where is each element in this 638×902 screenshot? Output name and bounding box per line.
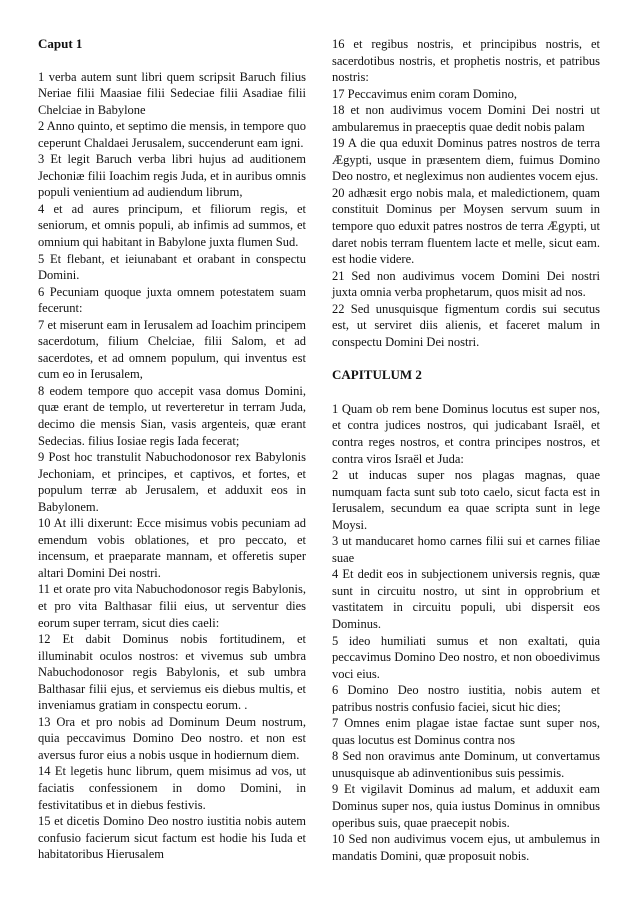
verse: 8 eodem tempore quo accepit vasa domus Domini, quæ erant de templo, ut reverteretur in terram Juda, decimo die mensis Sian, vasis argenteis, quæ erant Sedecias. filius Iosiae regis Iada fecerat; <box>38 383 306 448</box>
verse: 20 adhæsit ergo nobis mala, et maledictionem, quam constituit Dominus per Moysen servum suum in tempore quo eduxit patres nostros de terra Ægypti, ut daret nobis terram fluentem lacte et melle, sicut eam. est hodie videre. <box>332 185 600 267</box>
verse: 5 ideo humiliati sumus et non exaltati, quia peccavimus Domino Deo nostro, et non oboedivimus voci eius. <box>332 633 600 681</box>
verse: 14 Et legetis hunc librum, quem misimus ad vos, ut faciatis confessionem in domo Domini, in festivitatibus et in diebus festivis. <box>38 764 306 812</box>
verse: 22 Sed unusquisque figmentum cordis sui secutus est, ut serviret diis alienis, et faceret malum in conspectu Domini Dei nostri. <box>332 301 600 349</box>
verse: 11 et orate pro vita Nabuchodonosor regis Babylonis, et pro vita Balthasar filii eius, ut serventur dies eorum super terram, sicut dies caeli: <box>38 582 306 630</box>
verse: 17 Peccavimus enim coram Domino, <box>332 86 518 101</box>
verse: 6 Pecuniam quoque juxta omnem potestatem suam fecerunt: <box>38 284 306 316</box>
verse: 21 Sed non audivimus vocem Domini Dei nostri juxta omnia verba prophetarum, quos misit ad nos. <box>332 268 600 300</box>
chapter-1-title: Caput 1 <box>38 36 83 51</box>
chapter-2-title: CAPITULUM 2 <box>332 367 422 383</box>
verse: 3 Et legit Baruch verba libri hujus ad auditionem Jechoniæ filii Ioachim regis Juda, et in auribus omnis populi venientium ad audiendum librum, <box>38 152 306 200</box>
verse: 10 At illi dixerunt: Ecce misimus vobis pecuniam ad emendum vobis oblationes, et pro peccato, et incensum, et praeparate mannam, et offeretis super altari Domini Dei nostri. <box>38 516 306 580</box>
verse: 2 ut inducas super nos plagas magnas, quae numquam facta sunt sub toto caelo, sicut facta est in Ierusalem, secundum ea quae scripta sunt in lege Moysi. <box>332 468 600 532</box>
verse: 15 et dicetis Domino Deo nostro iustitia nobis autem confusio facierum sicut factum est hodie his Iuda et habitatoribus Hierusalem <box>38 814 306 862</box>
verse: 10 Sed non audivimus vocem ejus, ut ambulemus in mandatis Domini, quæ proposuit nobis. <box>332 832 600 863</box>
verse: 5 Et flebant, et ieiunabant et orabant in conspectu Domini. <box>38 251 306 283</box>
verse: 8 Sed non oravimus ante Dominum, ut convertamus unusquisque ab adinventionibus suis pessimis. <box>332 749 600 780</box>
two-column-body <box>38 36 600 864</box>
verse: 12 Et dabit Dominus nobis fortitudinem, et illuminabit oculos nostros: et vivemus sub umbra Nabuchodonosor regis Babylonis, et sub umbra Balthasar filii ejus, et serviemus eis diebus multis, et inveniamus gratiam in conspectu eorum. . <box>38 632 306 713</box>
verse: 6 Domino Deo nostro iustitia, nobis autem et patribus nostris confusio faciei, sicut hic dies; <box>332 683 600 714</box>
verse: 9 Post hoc transtulit Nabuchodonosor rex Babylonis Jechoniam, et principes, et captivos, et fortes, et populum terræ ab Jerusalem, et adduxit eos in Babylonem. <box>38 450 306 514</box>
verse: 7 et miserunt eam in Ierusalem ad Ioachim principem sacerdotum, filium Chelciae, filii Salom, et ad sacerdotes, et ad omnem populum, qui inventus est cum eo in Ierusalem, <box>38 317 306 382</box>
verse: 1 Quam ob rem bene Dominus locutus est super nos, et contra judices nostros, qui judicabant Israël, et contra reges nostros, et contra principes nostros, et contra viros Israël et Juda: <box>332 401 600 466</box>
verse: 13 Ora et pro nobis ad Dominum Deum nostrum, quia peccavimus Domino Deo nostro. et non est aversus furor eius a nobis usque in hodiernum diem. <box>38 714 306 762</box>
left-column <box>38 36 306 864</box>
verse: 18 et non audivimus vocem Domini Dei nostri ut ambularemus in praeceptis quae dedit nobis palam <box>332 103 600 134</box>
verse: 2 Anno quinto, et septimo die mensis, in tempore quo ceperunt Chaldaei Jerusalem, succenderunt eam igni. <box>38 119 306 150</box>
verse: 7 Omnes enim plagae istae factae sunt super nos, quas locutus est Dominus contra nos <box>332 716 600 747</box>
verse: 4 et ad aures principum, et filiorum regis, et seniorum, et omnis populi, ab infimis ad summos, et omnium qui habitant in Babylone juxta flumen Sud. <box>38 201 306 249</box>
verse: 9 Et vigilavit Dominus ad malum, et adduxit eam Dominus super nos, quia iustus Dominus in omnibus operibus suis, quae praecepit nobis. <box>332 782 600 830</box>
right-column <box>332 36 600 864</box>
verse: 4 Et dedit eos in subjectionem universis regnis, quæ sunt in circuitu nostro, ut sint in opprobrium et vastitatem in circuitu populi, ubi dispersit eos Dominus. <box>332 567 600 631</box>
verse: 3 ut manducaret homo carnes filii sui et carnes filiae suae <box>332 534 600 565</box>
verse: 16 et regibus nostris, et principibus nostris, et sacerdotibus nostris, et prophetis nostris, et patribus nostris: <box>332 37 600 85</box>
verse: 19 A die qua eduxit Dominus patres nostros de terra Ægypti, usque in præsentem diem, fuimus Domino Deo nostro, et negleximus non audientes vocem ejus. <box>332 136 600 184</box>
verse: 1 verba autem sunt libri quem scripsit Baruch filius Neriae filii Maasiae filii Sedeciae filii Asadiae filii Chelciae in Babylone <box>38 69 306 117</box>
